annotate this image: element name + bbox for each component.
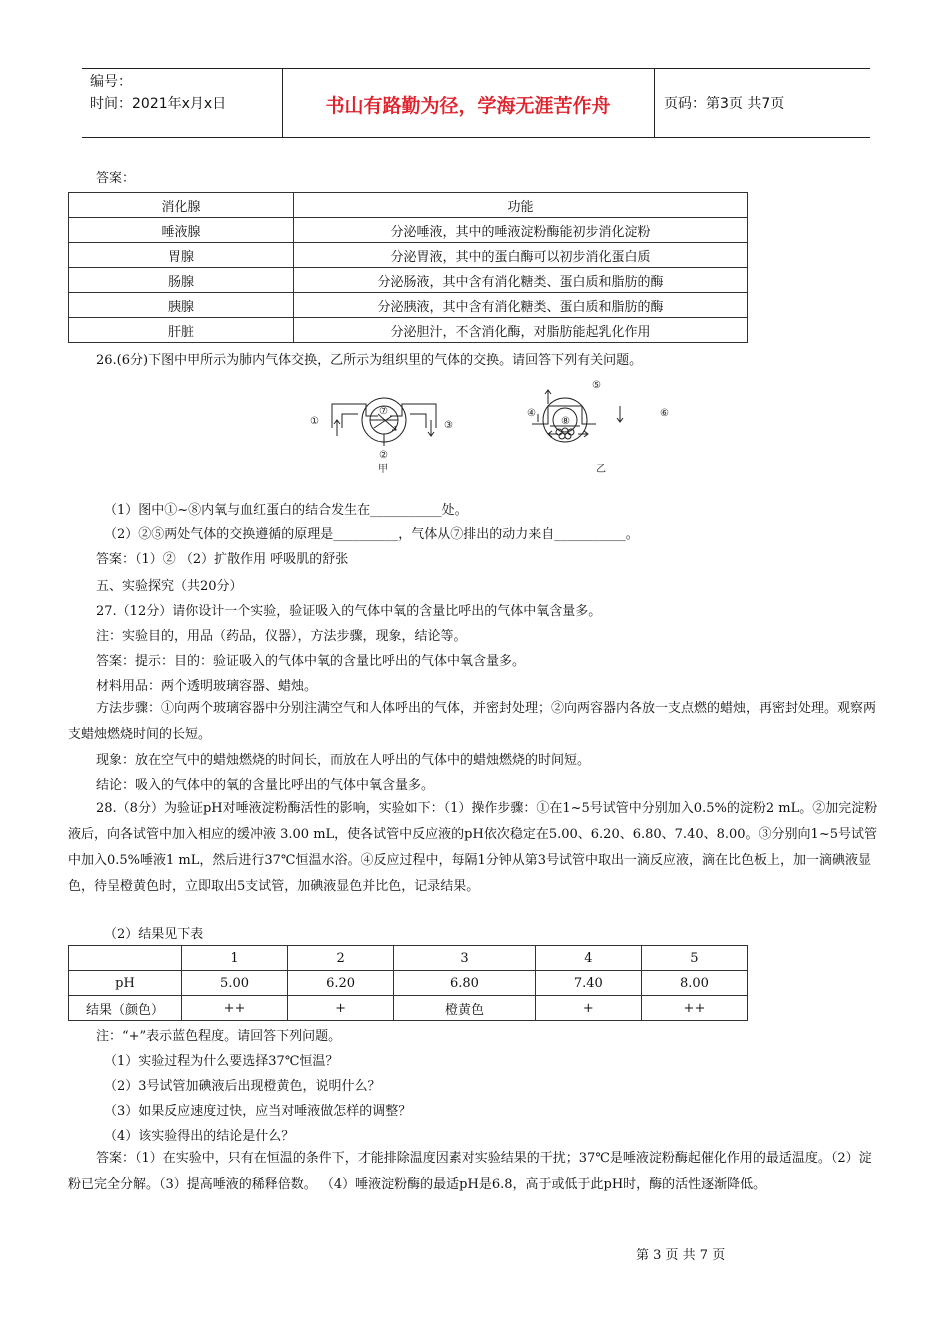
q28-result-title: （2）结果见下表 (104, 927, 204, 942)
number-label: 编号： (90, 74, 132, 90)
table-cell: 6.20 (288, 971, 394, 996)
section-title: 五、实验探究（共20分） (96, 579, 243, 594)
figure-label-7: ⑦ (379, 406, 388, 417)
table-header-cell: 3 (394, 946, 536, 971)
q28-question-1: （1）实验过程为什么要选择37℃恒温？ (104, 1054, 339, 1069)
figure-label-2: ② (379, 450, 388, 461)
page-number-label: 页码：第3页 共7页 (664, 96, 785, 112)
table-cell: 分泌肠液，其中含有消化糖类、蛋白质和脂肪的酶 (294, 268, 748, 293)
figure-yi (532, 390, 623, 442)
table-header-cell: 5 (641, 946, 747, 971)
table-row (69, 218, 748, 243)
q27-stem: 27.（12分）请你设计一个实验，验证吸入的气体中氧的含量比呼出的气体中氧含量多。 (96, 604, 602, 619)
table-cell: 肠腺 (69, 268, 294, 293)
table-cell: 肝脏 (69, 318, 294, 343)
table-header-cell: 1 (182, 946, 288, 971)
table-cell: 结果（颜色） (69, 996, 182, 1021)
answer-label: 答案： (96, 171, 136, 186)
header-motto-cell (282, 69, 655, 137)
table-cell: pH (69, 971, 182, 996)
table-header-row (69, 946, 748, 971)
time-label: 时间：2021年x月x日 (90, 96, 227, 112)
q28-answer: 答案：（1）在实验中，只有在恒温的条件下，才能排除温度因素对实验结果的干扰；37℃是唾液淀粉酶起催化作用的最适温度。（2）淀粉已完全分解。（3）提高唾液的稀释倍数。 （4）唾液淀粉酶的最适pH是6.8，高于或低于此pH时，酶的活性逐渐降低。 (68, 1151, 872, 1192)
motto-text: 书山有路勤为径，学海无涯苦作舟 (325, 95, 611, 117)
table-cell: + (535, 996, 641, 1021)
table-cell: 橙黄色 (394, 996, 536, 1021)
q28-note: 注：“+”表示蓝色程度。请回答下列问题。 (96, 1029, 342, 1044)
q27-conclusion: 结论：吸入的气体中的氧的含量比呼出的气体中氧含量多。 (96, 778, 435, 793)
q26-sub2: （2）②⑤两处气体的交换遵循的原理是__________，气体从⑦排出的动力来自___________。 (104, 527, 639, 542)
header-meta-cell (82, 69, 283, 137)
table-cell: 6.80 (394, 971, 536, 996)
q27-phenomenon: 现象：放在空气中的蜡烛燃烧的时间长，而放在人呼出的气体中的蜡烛燃烧的时间短。 (96, 753, 591, 768)
digestive-glands-table (68, 192, 748, 343)
table-row (69, 293, 748, 318)
table-header-cell: 功能 (294, 193, 748, 218)
q27-note: 注：实验目的，用品（药品，仪器），方法步骤，现象，结论等。 (96, 629, 467, 644)
figure-label-1: ① (310, 416, 319, 427)
q26-stem: 26.(6分)下图中甲所示为肺内气体交换，乙所示为组织里的气体的交换。请回答下列有关问题。 (96, 353, 643, 368)
table-cell: 分泌唾液，其中的唾液淀粉酶能初步消化淀粉 (294, 218, 748, 243)
table-cell: 分泌胃液，其中的蛋白酶可以初步消化蛋白质 (294, 243, 748, 268)
table-cell: ++ (641, 996, 747, 1021)
q28-question-2: （2）3号试管加碘液后出现橙黄色，说明什么？ (104, 1079, 381, 1094)
figure-label-6: ⑥ (660, 408, 669, 419)
page-header (82, 68, 870, 138)
figure-caption-yi: 乙 (596, 464, 606, 475)
page-footer: 第 3 页 共 7 页 (636, 1248, 726, 1263)
q27-method: 方法步骤：①向两个玻璃容器中分别注满空气和人体呼出的气体，并密封处理；②向两容器内各放一支点燃的蜡烛，再密封处理。观察两支蜡烛燃烧时间的长短。 (68, 701, 877, 742)
table-cell: 唾液腺 (69, 218, 294, 243)
q26-sub1: （1）图中①~⑧内氧与血红蛋白的结合发生在___________处。 (104, 503, 468, 518)
q28-question-4: （4）该实验得出的结论是什么？ (104, 1129, 295, 1144)
table-cell: 7.40 (535, 971, 641, 996)
gas-exchange-figure (300, 376, 700, 480)
table-header-cell: 4 (535, 946, 641, 971)
q27-materials: 材料用品：两个透明玻璃容器、蜡烛。 (96, 679, 318, 694)
q26-answer: 答案：（1）② （2）扩散作用 呼吸肌的舒张 (96, 552, 349, 567)
table-cell: 分泌胆汁，不含消化酶，对脂肪能起乳化作用 (294, 318, 748, 343)
table-row (69, 268, 748, 293)
table-row (69, 971, 748, 996)
q28-stem: 28.（8分）为验证pH对唾液淀粉酶活性的影响，实验如下：（1）操作步骤：①在1~5号试管中分别加入0.5%的淀粉2 mL。②加完淀粉液后，向各试管中加入相应的缓冲液 3.00 mL，使各试管中反应液的pH依次稳定在5.00、6.20、6.80、7.40、8.00。③分别向1~5号试管中加入0.5%唾液1 mL，然后进行37℃恒温水浴。④反应过程中，每隔1分钟从第3号试管中取出一滴反应液，滴在比色板上，加一滴碘液显色，待呈橙黄色时，立即取出5支试管，加碘液显色并比色，记录结果。 (68, 801, 878, 894)
table-header-cell: 2 (288, 946, 394, 971)
header-page-cell (654, 69, 870, 137)
table-header-row (69, 193, 748, 218)
q28-question-3: （3）如果反应速度过快，应当对唾液做怎样的调整？ (104, 1104, 412, 1119)
table-cell: + (288, 996, 394, 1021)
figure-caption-jia: 甲 (378, 464, 388, 475)
q27-answer: 答案：提示：目的：验证吸入的气体中氧的含量比呼出的气体中氧含量多。 (96, 654, 526, 669)
figure-label-3: ③ (444, 420, 453, 431)
table-row (69, 243, 748, 268)
table-cell: 8.00 (641, 971, 747, 996)
figure-label-8: ⑧ (561, 416, 570, 427)
table-cell: 胰腺 (69, 293, 294, 318)
ph-results-table (68, 945, 748, 1021)
table-cell: 分泌胰液，其中含有消化糖类、蛋白质和脂肪的酶 (294, 293, 748, 318)
table-cell: ++ (182, 996, 288, 1021)
table-row (69, 996, 748, 1021)
figure-label-5: ⑤ (592, 380, 601, 391)
table-cell: 5.00 (182, 971, 288, 996)
figure-label-4: ④ (527, 408, 536, 419)
table-row (69, 318, 748, 343)
table-header-cell: 消化腺 (69, 193, 294, 218)
table-header-cell (69, 946, 182, 971)
table-cell: 胃腺 (69, 243, 294, 268)
